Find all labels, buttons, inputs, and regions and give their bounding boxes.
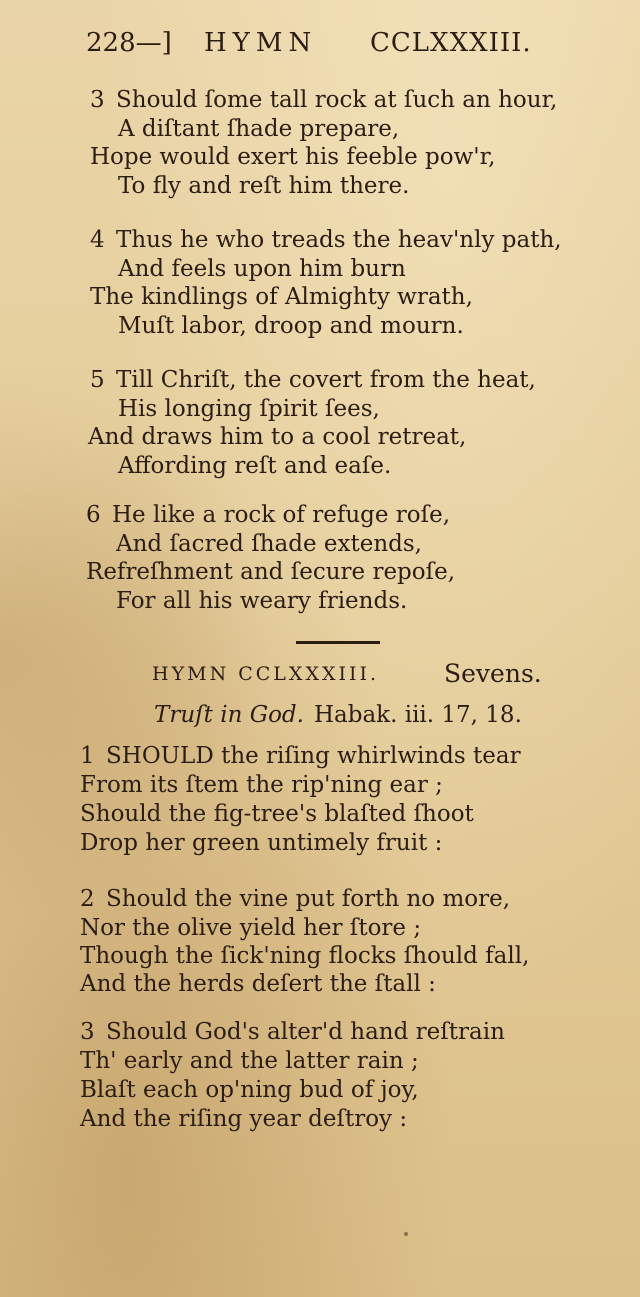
stanza-line: His longing ſpirit ſees, — [118, 396, 380, 422]
page-number: 228—] — [86, 28, 172, 58]
stanza-line: And the riſing year deſtroy : — [80, 1106, 408, 1132]
stanza-line — [80, 741, 521, 771]
stanza-number: 4 — [90, 227, 105, 253]
line-text: Should God's alter'd hand reſtrain — [106, 1019, 505, 1045]
stanza-line: For all his weary friends. — [116, 588, 408, 614]
stanza-line: To fly and reſt him there. — [118, 173, 410, 199]
stanza-line: Th' early and the latter rain ; — [80, 1048, 419, 1074]
hymn-title: HYMN CCLXXXIII. — [152, 663, 380, 685]
scripture-reference: Habak. iii. 17, 18. — [313, 702, 522, 728]
running-title: HYMN — [204, 28, 318, 58]
hymn-subtitle — [154, 702, 522, 728]
stanza-number: 2 — [80, 886, 95, 912]
stanza-line: And feels upon him burn — [118, 256, 406, 282]
stanza-line: Though the ſick'ning flocks ſhould fall, — [80, 943, 530, 969]
section-divider — [296, 641, 380, 644]
stanza-number: 6 — [86, 502, 101, 528]
stanza-line: Affording reſt and eaſe. — [118, 453, 392, 479]
line-text: Should the vine put forth no more, — [106, 886, 511, 912]
stanza-number: 1 — [80, 743, 95, 769]
stanza-line: Drop her green untimely fruit : — [80, 830, 443, 856]
stanza-line: Blaſt each op'ning bud of joy, — [80, 1077, 419, 1103]
line-text: Till Chriſt, the covert from the heat, — [116, 367, 536, 393]
stanza-line — [90, 85, 557, 115]
hymn-topic: Truſt in God. — [154, 702, 304, 728]
stanza-line — [80, 1017, 505, 1047]
stanza-line: From its ſtem the rip'ning ear ; — [80, 772, 443, 798]
ink-speck — [404, 1232, 408, 1236]
stanza-line: The kindlings of Almighty wrath, — [90, 284, 473, 310]
line-text: Should ſome tall rock at ſuch an hour, — [116, 87, 558, 113]
stanza-line: And the herds deſert the ſtall : — [80, 971, 436, 997]
stanza-number: 5 — [90, 367, 105, 393]
stanza-line: Nor the olive yield her ſtore ; — [80, 915, 422, 941]
stanza-line — [90, 365, 536, 395]
line-text: SHOULD the riſing whirlwinds tear — [106, 743, 521, 769]
stanza-line: Muſt labor, droop and mourn. — [118, 313, 464, 339]
hymn-meter: Sevens. — [444, 659, 542, 688]
stanza-line: A diſtant ſhade prepare, — [118, 116, 400, 142]
stanza-line: Should the fig-tree's blaſted ſhoot — [80, 801, 474, 827]
stanza-number: 3 — [80, 1019, 95, 1045]
line-text: He like a rock of refuge roſe, — [112, 502, 451, 528]
stanza-line: And ſacred ſhade extends, — [116, 531, 422, 557]
running-hymn-number: CCLXXXIII. — [370, 28, 532, 58]
stanza-line — [86, 500, 450, 530]
stanza-line: Refreſhment and ſecure repoſe, — [86, 559, 456, 585]
stanza-line — [90, 225, 562, 255]
stanza-line: And draws him to a cool retreat, — [88, 424, 467, 450]
line-text: Thus he who treads the heav'nly path, — [116, 227, 562, 253]
running-header — [86, 24, 546, 68]
stanza-line — [80, 884, 510, 914]
stanza-line: Hope would exert his feeble pow'r, — [90, 144, 496, 170]
stanza-number: 3 — [90, 87, 105, 113]
